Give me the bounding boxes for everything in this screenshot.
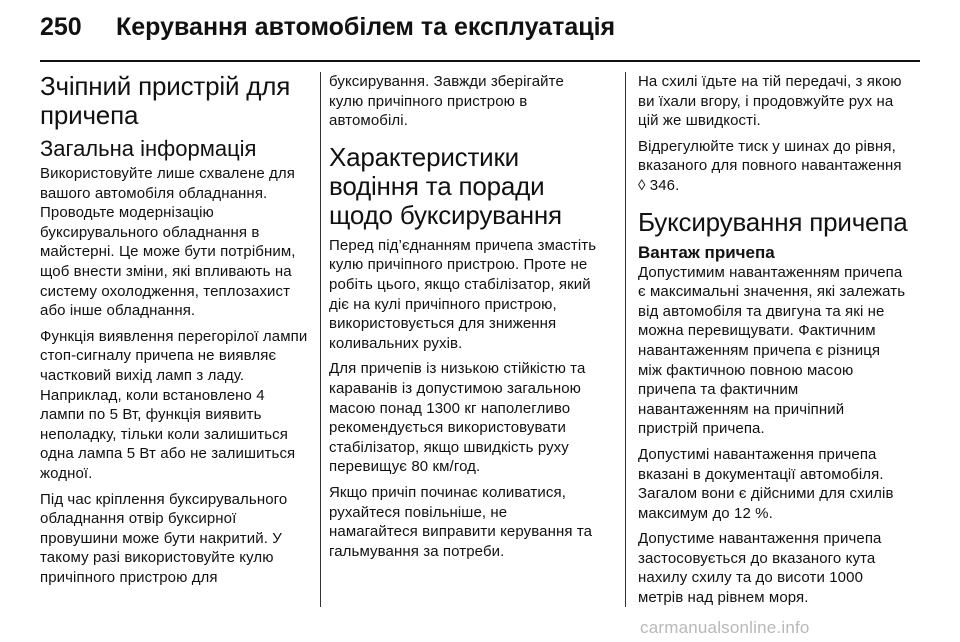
subsection-title-general: Загальна інформація	[40, 136, 257, 161]
paragraph: Відрегулюйте тиск у шинах до рівня, вказаного для повного навантаження ◊ 346.	[638, 137, 902, 194]
section-title-trailer-towing: Буксирування причепа	[638, 206, 908, 237]
column-3	[638, 72, 908, 614]
paragraph: Допустимі навантаження причепа вказані в документації автомобіля. Загалом вони є дійсними для схилів максимум до 12 %.	[638, 445, 894, 522]
header-rule	[40, 60, 920, 62]
paragraph: Допустиме навантаження причепа застосовується до вказаного кута нахилу схилу та до висоти 1000 метрів над рівнем моря.	[638, 530, 882, 607]
column-2	[329, 72, 599, 567]
paragraph: Якщо причіп починає коливатися, рухайтеся повільніше, не намагайтеся виправити керування та гальмування за потреби.	[329, 483, 593, 560]
column-divider-1	[320, 72, 321, 607]
section-title-towing-device: Зчіпний пристрій для причепа	[40, 71, 291, 130]
watermark: carmanualsonline.info	[640, 618, 810, 637]
paragraph: буксирування. Завжди зберігайте кулю причіпного пристрою в автомобілі.	[329, 73, 564, 130]
paragraph: Використовуйте лише схвалене для вашого автомобіля обладнання. Проводьте модернізацію буксирувального обладнання в майстерні. Це може бути потрібним, щоб внести зміни, які впливають на систему охолодження, теплозахист або інше обладнання.	[40, 165, 296, 320]
paragraph: На схилі їдьте на тій передачі, з якою ви їхали вгору, і продовжуйте рух на цій же швидкості.	[638, 73, 902, 130]
paragraph: Допустимим навантаженням причепа є максимальні значення, які залежать від автомобіля та двигуна та які не можна перевищувати. Фактичним навантаженням причепа є різниця між фактичною повною масою причепа та фактичним навантаженням на причіпний пристрій причепа.	[638, 263, 906, 438]
paragraph: Під час кріплення буксирувального обладнання отвір буксирної провушини може бути накритий. У такому разі використовуйте кулю причіпного пристрою для	[40, 490, 288, 586]
paragraph: Перед під’єднанням причепа змастіть кулю причіпного пристрою. Проте не робіть цього, якщо стабілізатор, який діє на кулі причіпного пристрою, використовується для зниження коливальних рухів.	[329, 236, 597, 352]
column-divider-2	[625, 72, 626, 607]
page-header	[40, 8, 920, 46]
column-1	[40, 72, 308, 593]
section-title-driving-tips: Характеристики водіння та поради щодо буксирування	[329, 141, 562, 230]
running-title: Керування автомобілем та експлуатація	[116, 12, 616, 41]
paragraph: Функція виявлення перегорілої лампи стоп-сигналу причепа не виявляє частковий вихід ламп з ладу. Наприклад, коли встановлено 4 лампи по 5 Вт, функція виявить неполадку, тільки коли залишиться одна лампа 5 Вт або не залишиться жодної.	[40, 327, 308, 482]
page-number: 250	[40, 12, 82, 41]
paragraph: Для причепів із низькою стійкістю та караванів із допустимою загальною масою понад 1300 кг наполегливо рекомендується використовувати стабілізатор, якщо швидкість руху перевищує 80 км/год.	[329, 360, 586, 476]
subsection-title-trailer-load: Вантаж причепа	[638, 242, 775, 262]
